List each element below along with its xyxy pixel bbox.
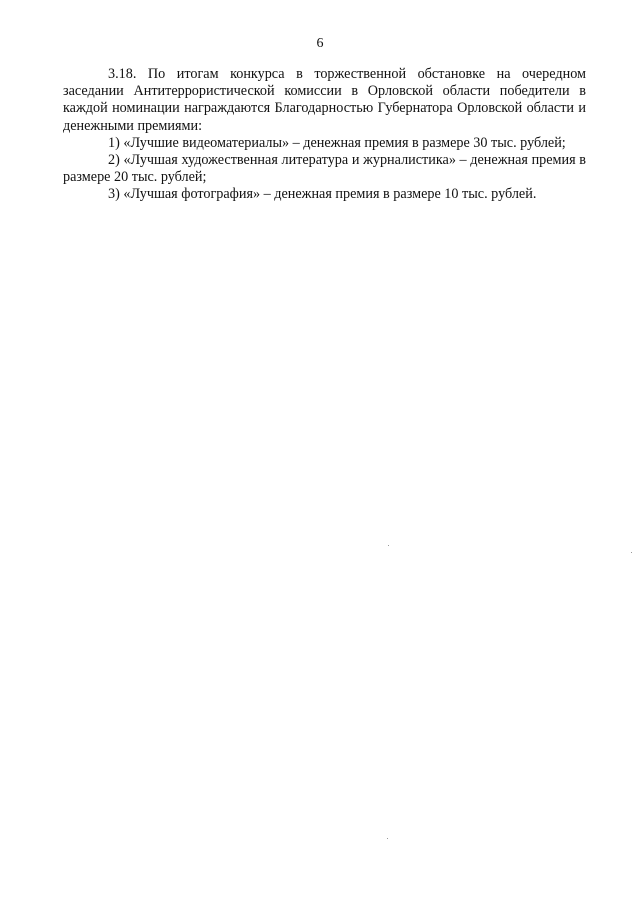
paragraph-3-18: 3.18. По итогам конкурса в торжественной обстановке на очередном заседании Антитеррористической комиссии в Орловской области победители в каждой номинации награждаются Благодарностью Губернатора Орловской области и денежными премиями:: [63, 66, 586, 134]
list-item-photography: 3) «Лучшая фотография» – денежная премия в размере 10 тыс. рублей.: [108, 186, 537, 203]
scan-speck: [388, 545, 389, 546]
scan-speck: [631, 552, 632, 553]
document-body: [63, 66, 586, 204]
scan-speck: [387, 838, 388, 839]
list-item-videomaterials: 1) «Лучшие видеоматериалы» – денежная премия в размере 30 тыс. рублей;: [108, 134, 566, 151]
list-item-literature-journalism: 2) «Лучшая художественная литература и журналистика» – денежная премия в размере 20 тыс. рублей;: [63, 152, 586, 186]
page-number: 6: [316, 36, 324, 51]
